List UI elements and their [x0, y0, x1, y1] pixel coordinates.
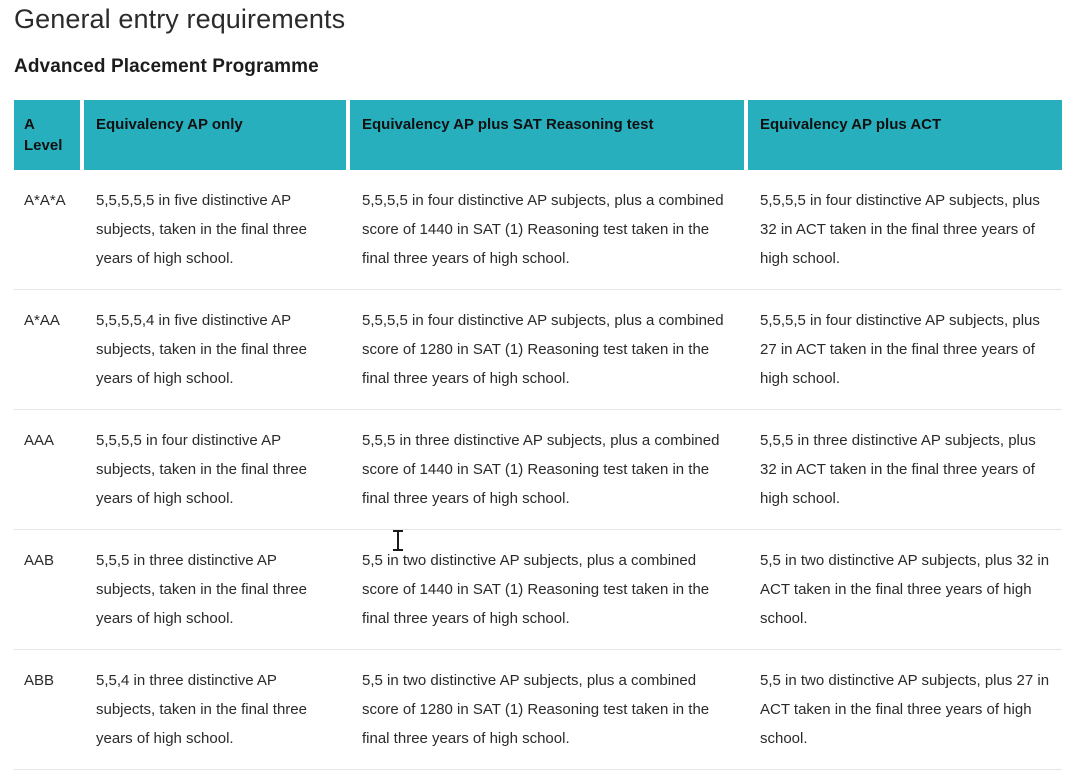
cell-ap-only: 5,5,5,5 in four distinctive AP subjects, taken in the final three years of high school. — [84, 410, 350, 530]
table-row — [14, 650, 1062, 770]
cell-ap-act: 5,5,5,5 in four distinctive AP subjects, plus 32 in ACT taken in the final three years of high school. — [748, 170, 1062, 290]
cell-grade: A*A*A — [14, 170, 84, 290]
table-row — [14, 410, 1062, 530]
section-title: Advanced Placement Programme — [14, 56, 319, 77]
column-header-a-level-line1: A — [24, 116, 35, 133]
cell-ap-act: 5,5,5 in three distinctive AP subjects, plus 32 in ACT taken in the final three years of high school. — [748, 410, 1062, 530]
cell-ap-act: 5,5 in two distinctive AP subjects, plus 32 in ACT taken in the final three years of high school. — [748, 530, 1062, 650]
cell-ap-sat: 5,5,5,5 in four distinctive AP subjects, plus a combined score of 1440 in SAT (1) Reasoning test taken in the final three years of high school. — [350, 170, 748, 290]
cell-grade: A*AA — [14, 290, 84, 410]
cell-ap-sat: 5,5 in two distinctive AP subjects, plus a combined score of 1280 in SAT (1) Reasoning test taken in the final three years of high school. — [350, 650, 748, 770]
page-title: General entry requirements — [14, 4, 346, 34]
column-header-a-level — [14, 100, 84, 170]
cell-ap-sat: 5,5,5 in three distinctive AP subjects, plus a combined score of 1440 in SAT (1) Reasoning test taken in the final three years of high school. — [350, 410, 748, 530]
cell-grade: AAA — [14, 410, 84, 530]
entry-requirements-table — [14, 100, 1062, 770]
table-row — [14, 530, 1062, 650]
cell-ap-sat: 5,5,5,5 in four distinctive AP subjects, plus a combined score of 1280 in SAT (1) Reasoning test taken in the final three years of high school. — [350, 290, 748, 410]
table-header-row — [14, 100, 1062, 170]
column-header-ap-sat: Equivalency AP plus SAT Reasoning test — [350, 100, 748, 170]
cell-ap-only: 5,5,5,5,4 in five distinctive AP subjects, taken in the final three years of high school. — [84, 290, 350, 410]
cell-grade: ABB — [14, 650, 84, 770]
cell-ap-only: 5,5,4 in three distinctive AP subjects, taken in the final three years of high school. — [84, 650, 350, 770]
cell-ap-only: 5,5,5,5,5 in five distinctive AP subjects, taken in the final three years of high school. — [84, 170, 350, 290]
column-header-ap-only: Equivalency AP only — [84, 100, 350, 170]
cell-grade: AAB — [14, 530, 84, 650]
table-header — [14, 100, 1062, 170]
column-header-ap-act: Equivalency AP plus ACT — [748, 100, 1062, 170]
column-header-a-level-line2: Level — [24, 137, 63, 154]
cell-ap-sat: 5,5 in two distinctive AP subjects, plus a combined score of 1440 in SAT (1) Reasoning test taken in the final three years of high school. — [350, 530, 748, 650]
table-row — [14, 170, 1062, 290]
cell-ap-only: 5,5,5 in three distinctive AP subjects, taken in the final three years of high school. — [84, 530, 350, 650]
table-body — [14, 170, 1062, 770]
table-row — [14, 290, 1062, 410]
cell-ap-act: 5,5,5,5 in four distinctive AP subjects, plus 27 in ACT taken in the final three years of high school. — [748, 290, 1062, 410]
cell-ap-act: 5,5 in two distinctive AP subjects, plus 27 in ACT taken in the final three years of high school. — [748, 650, 1062, 770]
